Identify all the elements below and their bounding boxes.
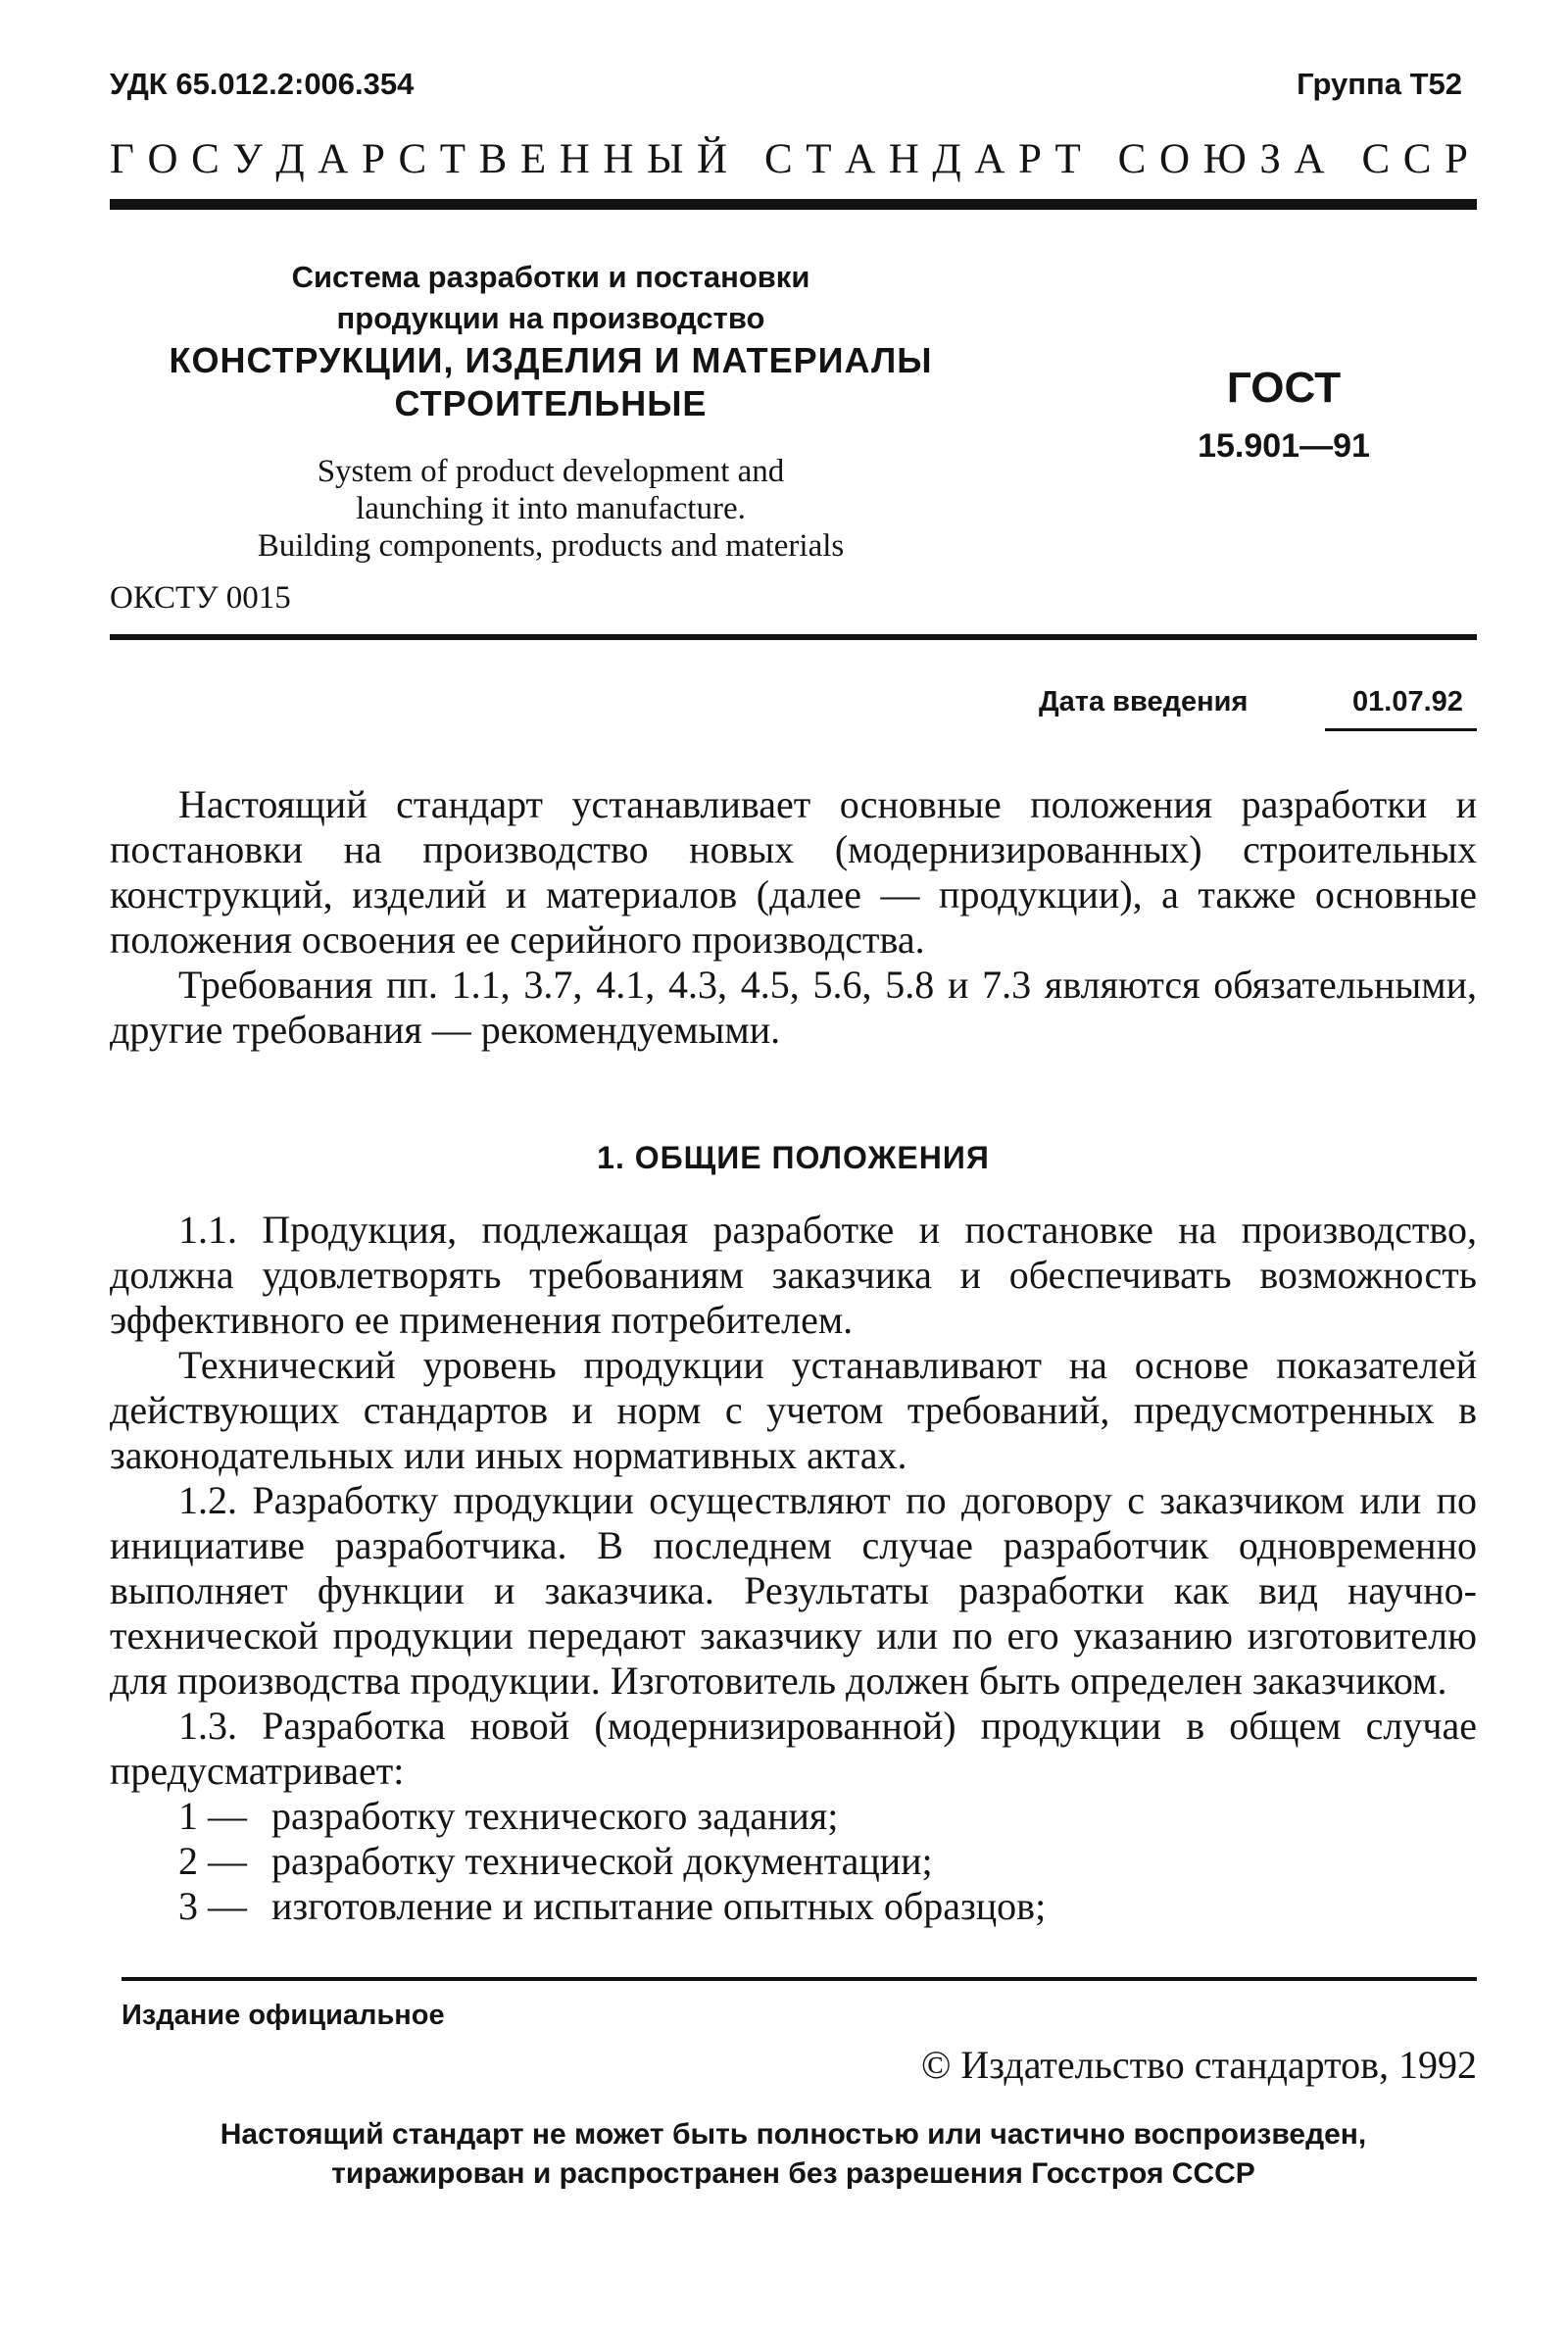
main-title-line-2: СТРОИТЕЛЬНЫЕ	[394, 383, 708, 423]
english-title-line-1: System of product development and	[317, 454, 785, 489]
reproduction-notice	[110, 2115, 1477, 2194]
gost-label: ГОСТ	[1226, 364, 1342, 412]
intro-text	[110, 782, 1477, 1053]
official-edition-label: Издание официальное	[122, 2000, 445, 2031]
intro-paragraph-2: Требования пп. 1.1, 3.7, 4.1, 4.3, 4.5, 5.6, 5.8 и 7.3 являются обязательными, другие требования — рекомендуемыми.	[110, 963, 1477, 1052]
effective-date-value: 01.07.92	[1352, 686, 1463, 718]
clause-1-3: 1.3. Разработка новой (модернизированной) продукции в общем случае предусматривает:	[110, 1704, 1477, 1793]
system-line-2: продукции на производство	[336, 301, 765, 335]
intro-paragraph-1: Настоящий стандарт устанавливает основные положения разработки и постановки на производство новых (модернизированных) строительных конструкций, изделий и материалов (далее — продукции), а также основные положения освоения ее серийного производства.	[110, 782, 1477, 962]
footer-rule	[122, 1977, 1477, 1981]
reproduction-notice-line-2: тиражирован и распространен без разрешения Госстроя СССР	[331, 2157, 1255, 2190]
okstu-code: ОКСТУ 0015	[110, 580, 291, 616]
main-title-line-1: КОНСТРУКЦИИ, ИЗДЕЛИЯ И МАТЕРИАЛЫ	[169, 340, 933, 380]
udk-code: УДК 65.012.2:006.354	[110, 67, 415, 101]
state-standard-heading: Г О С У Д А Р С Т В Е Н Н Ы Й С Т А Н Д А Р Т С О Ю З А С С Р	[110, 136, 1477, 182]
title-rule	[110, 634, 1477, 640]
gost-designation	[1147, 361, 1421, 476]
list-item: 2 — разработку технической документации;	[178, 1839, 933, 1883]
title-block	[110, 257, 992, 565]
english-title-line-3: Building components, products and materials	[257, 528, 845, 564]
system-line-1: Система разработки и постановки	[291, 260, 810, 294]
english-title-line-2: launching it into manufacture.	[356, 491, 746, 526]
list-item: 3 — изготовление и испытание опытных образцов;	[178, 1884, 1047, 1928]
effective-date-label: Дата введения	[1039, 686, 1249, 718]
clause-1-1-continued: Технический уровень продукции устанавливают на основе показателей действующих стандартов и норм с учетом требований, предусмотренных в законодательных или иных нормативных актах.	[110, 1343, 1477, 1477]
group-code: Группа Т52	[1297, 67, 1462, 101]
gost-number: 15.901—91	[1198, 427, 1370, 465]
section-1-title: 1. ОБЩИЕ ПОЛОЖЕНИЯ	[597, 1140, 990, 1175]
clause-1-2: 1.2. Разработку продукции осуществляют по договору с заказчиком или по инициативе разработчика. В последнем случае разработчик одновременно выполняет функции и заказчика. Результаты разработки как вид научно-технической продукции передают заказчику или по его указанию изготовителю для производства продукции. Изготовитель должен быть определен заказчиком.	[110, 1478, 1477, 1703]
list-item: 1 — разработку технического задания;	[178, 1794, 839, 1838]
copyright-notice: © Издательство стандартов, 1992	[920, 2043, 1477, 2087]
section-1-text	[110, 1208, 1477, 1929]
effective-date-underline	[1325, 728, 1477, 731]
reproduction-notice-line-1: Настоящий стандарт не может быть полностью или частично воспроизведен,	[220, 2118, 1367, 2151]
clause-1-1: 1.1. Продукция, подлежащая разработке и постановке на производство, должна удовлетворять требованиям заказчика и обеспечивать возможность эффективного ее применения потребителем.	[110, 1208, 1477, 1342]
header-rule	[110, 199, 1477, 210]
